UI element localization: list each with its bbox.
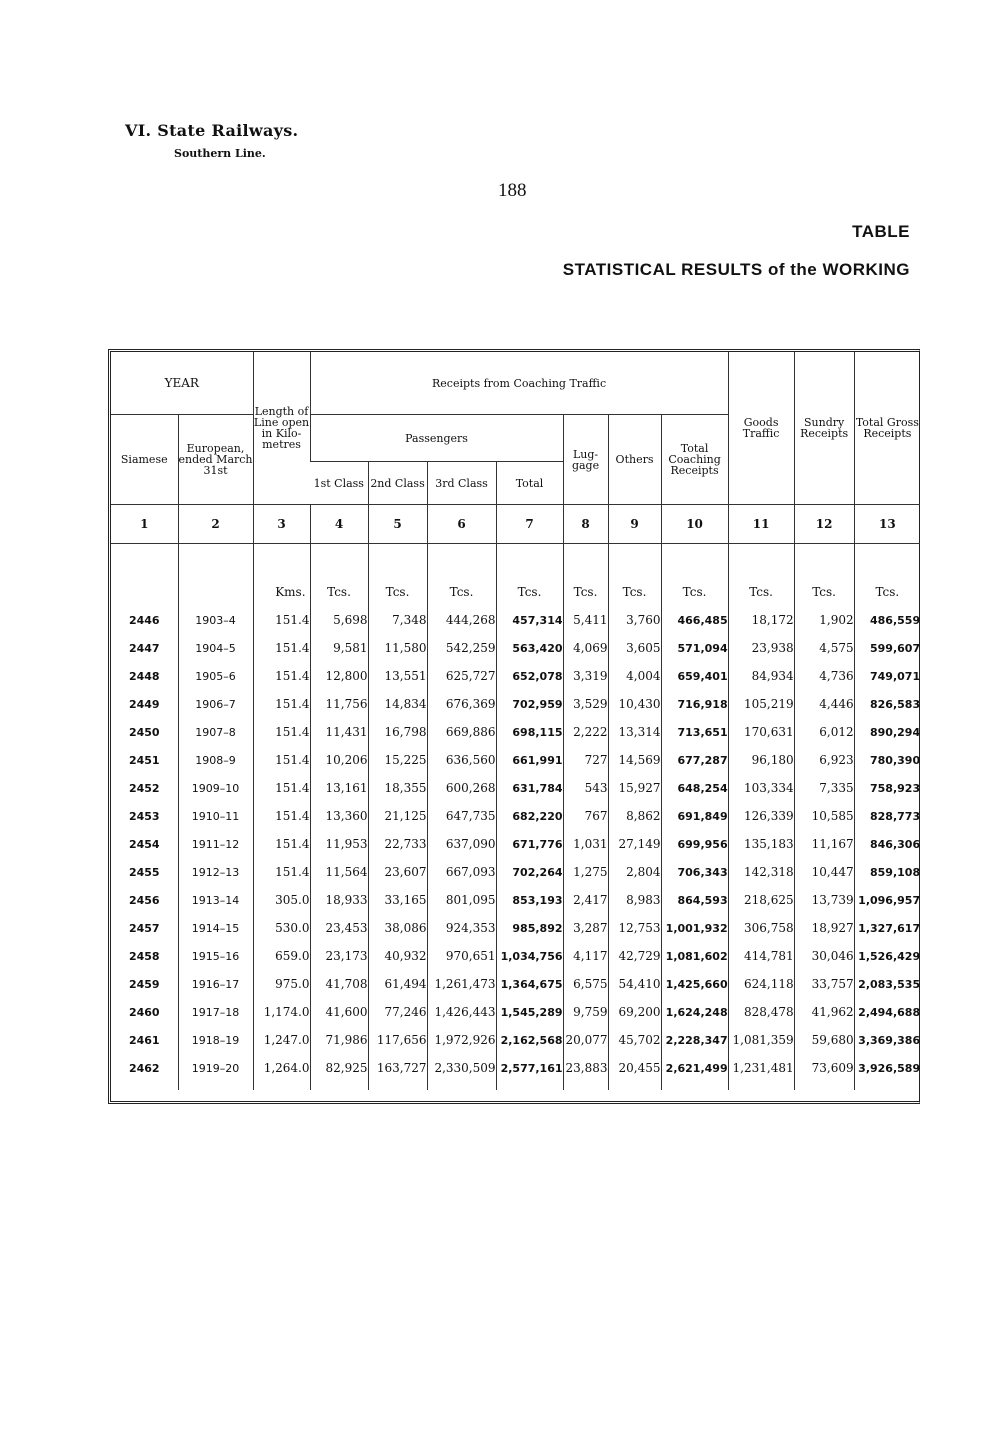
cell-passenger-total: 457,314 — [496, 606, 563, 634]
cell-total-gross: 3,926,589 — [854, 1054, 920, 1082]
cell-total-coaching: 1,081,602 — [661, 942, 728, 970]
cell-sundry-receipts: 18,927 — [794, 914, 854, 942]
cell-european-year: 1913–14 — [178, 886, 253, 914]
column-number: 9 — [608, 505, 661, 544]
header-first-class: 1st Class — [310, 462, 368, 505]
cell-first-class: 41,600 — [310, 998, 368, 1026]
column-number: 13 — [854, 505, 920, 544]
column-number: 1 — [111, 505, 178, 544]
cell-others: 8,983 — [608, 886, 661, 914]
column-number: 5 — [368, 505, 427, 544]
cell-total-gross: 828,773 — [854, 802, 920, 830]
cell-siamese-year: 2459 — [128, 977, 160, 991]
column-number-row — [111, 505, 920, 544]
header-length: Length of Line open in Kilo- metres — [253, 352, 310, 505]
cell-goods-traffic: 414,781 — [728, 942, 794, 970]
cell-total-coaching: 706,343 — [661, 858, 728, 886]
cell-others: 42,729 — [608, 942, 661, 970]
cell-others: 13,314 — [608, 718, 661, 746]
column-number: 4 — [310, 505, 368, 544]
cell-length-km: 151.4 — [253, 718, 310, 746]
table-row — [111, 634, 920, 662]
cell-passenger-total: 671,776 — [496, 830, 563, 858]
cell-length-km: 151.4 — [253, 634, 310, 662]
cell-goods-traffic: 135,183 — [728, 830, 794, 858]
cell-sundry-receipts: 6,923 — [794, 746, 854, 774]
cell-sundry-receipts: 30,046 — [794, 942, 854, 970]
cell-siamese-year: 2450 — [128, 725, 160, 739]
cell-luggage: 1,031 — [563, 830, 608, 858]
cell-others: 10,430 — [608, 690, 661, 718]
column-number: 12 — [794, 505, 854, 544]
cell-third-class: 647,735 — [427, 802, 496, 830]
cell-sundry-receipts: 4,446 — [794, 690, 854, 718]
statistics-table — [111, 352, 920, 1090]
cell-european-year: 1915–16 — [178, 942, 253, 970]
cell-luggage: 5,411 — [563, 606, 608, 634]
header-goods: Goods Traffic — [728, 352, 794, 505]
cell-siamese-year: 2461 — [128, 1033, 160, 1047]
cell-sundry-receipts: 33,757 — [794, 970, 854, 998]
cell-first-class: 23,173 — [310, 942, 368, 970]
cell-passenger-total: 702,959 — [496, 690, 563, 718]
unit-ticals: Tcs. — [661, 578, 728, 606]
cell-total-gross: 846,306 — [854, 830, 920, 858]
cell-sundry-receipts: 4,736 — [794, 662, 854, 690]
cell-siamese-year: 2446 — [128, 613, 160, 627]
cell-second-class: 14,834 — [368, 690, 427, 718]
cell-goods-traffic: 624,118 — [728, 970, 794, 998]
table-row — [111, 662, 920, 690]
cell-length-km: 305.0 — [253, 886, 310, 914]
cell-european-year: 1906–7 — [178, 690, 253, 718]
cell-others: 2,804 — [608, 858, 661, 886]
cell-third-class: 444,268 — [427, 606, 496, 634]
cell-siamese-year: 2462 — [128, 1061, 160, 1075]
cell-passenger-total: 661,991 — [496, 746, 563, 774]
cell-length-km: 1,247.0 — [253, 1026, 310, 1054]
cell-first-class: 12,800 — [310, 662, 368, 690]
cell-european-year: 1917–18 — [178, 998, 253, 1026]
cell-second-class: 40,932 — [368, 942, 427, 970]
cell-second-class: 163,727 — [368, 1054, 427, 1082]
cell-second-class: 15,225 — [368, 746, 427, 774]
table-heading: STATISTICAL RESULTS of the WORKING — [562, 260, 910, 279]
cell-length-km: 151.4 — [253, 858, 310, 886]
cell-goods-traffic: 18,172 — [728, 606, 794, 634]
cell-total-coaching: 677,287 — [661, 746, 728, 774]
column-number: 8 — [563, 505, 608, 544]
cell-total-coaching: 2,228,347 — [661, 1026, 728, 1054]
cell-sundry-receipts: 73,609 — [794, 1054, 854, 1082]
table-row — [111, 1054, 920, 1082]
table-row — [111, 690, 920, 718]
cell-luggage: 3,529 — [563, 690, 608, 718]
cell-total-gross: 758,923 — [854, 774, 920, 802]
header-sundry: Sundry Receipts — [794, 352, 854, 505]
cell-siamese-year: 2460 — [128, 1005, 160, 1019]
header-european: European, ended March 31st — [178, 415, 253, 505]
header-year: YEAR — [111, 352, 253, 415]
cell-second-class: 21,125 — [368, 802, 427, 830]
column-number: 11 — [728, 505, 794, 544]
cell-luggage: 767 — [563, 802, 608, 830]
cell-european-year: 1908–9 — [178, 746, 253, 774]
unit-ticals: Tcs. — [563, 578, 608, 606]
cell-length-km: 659.0 — [253, 942, 310, 970]
cell-sundry-receipts: 7,335 — [794, 774, 854, 802]
cell-first-class: 9,581 — [310, 634, 368, 662]
cell-third-class: 667,093 — [427, 858, 496, 886]
cell-goods-traffic: 170,631 — [728, 718, 794, 746]
cell-third-class: 924,353 — [427, 914, 496, 942]
cell-others: 15,927 — [608, 774, 661, 802]
table-row — [111, 830, 920, 858]
cell-total-gross: 749,071 — [854, 662, 920, 690]
table-label: TABLE — [852, 222, 910, 241]
table-row — [111, 718, 920, 746]
unit-kms: Kms. — [253, 578, 310, 606]
cell-total-gross: 1,526,429 — [854, 942, 920, 970]
cell-total-coaching: 571,094 — [661, 634, 728, 662]
cell-goods-traffic: 126,339 — [728, 802, 794, 830]
cell-first-class: 13,161 — [310, 774, 368, 802]
cell-second-class: 18,355 — [368, 774, 427, 802]
unit-ticals: Tcs. — [427, 578, 496, 606]
table-row — [111, 774, 920, 802]
cell-total-coaching: 864,593 — [661, 886, 728, 914]
unit-ticals: Tcs. — [794, 578, 854, 606]
cell-total-coaching: 2,621,499 — [661, 1054, 728, 1082]
unit-ticals: Tcs. — [728, 578, 794, 606]
cell-goods-traffic: 23,938 — [728, 634, 794, 662]
cell-siamese-year: 2456 — [128, 893, 160, 907]
cell-total-coaching: 659,401 — [661, 662, 728, 690]
cell-siamese-year: 2452 — [128, 781, 160, 795]
cell-third-class: 600,268 — [427, 774, 496, 802]
cell-others: 3,760 — [608, 606, 661, 634]
table-row — [111, 886, 920, 914]
cell-length-km: 151.4 — [253, 662, 310, 690]
cell-passenger-total: 2,162,568 — [496, 1026, 563, 1054]
cell-first-class: 13,360 — [310, 802, 368, 830]
table-row — [111, 606, 920, 634]
cell-first-class: 41,708 — [310, 970, 368, 998]
cell-total-gross: 2,083,535 — [854, 970, 920, 998]
cell-first-class: 11,431 — [310, 718, 368, 746]
section-subtitle: Southern Line. — [174, 147, 266, 160]
cell-european-year: 1916–17 — [178, 970, 253, 998]
cell-third-class: 676,369 — [427, 690, 496, 718]
table-row — [111, 970, 920, 998]
cell-first-class: 5,698 — [310, 606, 368, 634]
cell-luggage: 3,287 — [563, 914, 608, 942]
cell-siamese-year: 2455 — [128, 865, 160, 879]
cell-total-coaching: 1,624,248 — [661, 998, 728, 1026]
cell-others: 14,569 — [608, 746, 661, 774]
header-luggage: Lug- gage — [563, 415, 608, 505]
unit-ticals: Tcs. — [608, 578, 661, 606]
header-total-coaching: Total Coaching Receipts — [661, 415, 728, 505]
cell-passenger-total: 853,193 — [496, 886, 563, 914]
header-others: Others — [608, 415, 661, 505]
cell-second-class: 16,798 — [368, 718, 427, 746]
cell-european-year: 1910–11 — [178, 802, 253, 830]
cell-sundry-receipts: 41,962 — [794, 998, 854, 1026]
cell-second-class: 13,551 — [368, 662, 427, 690]
cell-length-km: 151.4 — [253, 830, 310, 858]
page-number: 188 — [498, 180, 527, 201]
column-number: 3 — [253, 505, 310, 544]
cell-siamese-year: 2448 — [128, 669, 160, 683]
cell-siamese-year: 2451 — [128, 753, 160, 767]
header-passengers: Passengers — [310, 415, 563, 462]
header-gross: Total Gross Receipts — [854, 352, 920, 505]
cell-second-class: 23,607 — [368, 858, 427, 886]
header-coaching-receipts: Receipts from Coaching Traffic — [310, 352, 728, 415]
cell-others: 69,200 — [608, 998, 661, 1026]
cell-sundry-receipts: 10,447 — [794, 858, 854, 886]
cell-third-class: 542,259 — [427, 634, 496, 662]
cell-goods-traffic: 105,219 — [728, 690, 794, 718]
cell-first-class: 11,756 — [310, 690, 368, 718]
cell-third-class: 2,330,509 — [427, 1054, 496, 1082]
cell-others: 45,702 — [608, 1026, 661, 1054]
cell-total-coaching: 1,425,660 — [661, 970, 728, 998]
cell-third-class: 1,426,443 — [427, 998, 496, 1026]
cell-total-gross: 780,390 — [854, 746, 920, 774]
cell-total-gross: 826,583 — [854, 690, 920, 718]
cell-luggage: 543 — [563, 774, 608, 802]
table-row — [111, 942, 920, 970]
cell-first-class: 11,953 — [310, 830, 368, 858]
cell-luggage: 2,417 — [563, 886, 608, 914]
cell-total-coaching: 466,485 — [661, 606, 728, 634]
header-passenger-total: Total — [496, 462, 563, 505]
column-number: 10 — [661, 505, 728, 544]
unit-ticals: Tcs. — [854, 578, 920, 606]
cell-goods-traffic: 306,758 — [728, 914, 794, 942]
cell-others: 27,149 — [608, 830, 661, 858]
cell-goods-traffic: 103,334 — [728, 774, 794, 802]
cell-total-gross: 599,607 — [854, 634, 920, 662]
cell-second-class: 117,656 — [368, 1026, 427, 1054]
unit-ticals: Tcs. — [496, 578, 563, 606]
cell-european-year: 1914–15 — [178, 914, 253, 942]
cell-others: 20,455 — [608, 1054, 661, 1082]
cell-passenger-total: 682,220 — [496, 802, 563, 830]
cell-passenger-total: 985,892 — [496, 914, 563, 942]
spacer-row — [111, 544, 920, 579]
cell-goods-traffic: 84,934 — [728, 662, 794, 690]
cell-sundry-receipts: 59,680 — [794, 1026, 854, 1054]
cell-sundry-receipts: 6,012 — [794, 718, 854, 746]
table-row — [111, 914, 920, 942]
cell-total-coaching: 713,651 — [661, 718, 728, 746]
cell-goods-traffic: 1,081,359 — [728, 1026, 794, 1054]
cell-siamese-year: 2453 — [128, 809, 160, 823]
cell-length-km: 151.4 — [253, 606, 310, 634]
cell-first-class: 71,986 — [310, 1026, 368, 1054]
column-number: 6 — [427, 505, 496, 544]
cell-siamese-year: 2449 — [128, 697, 160, 711]
unit-ticals: Tcs. — [368, 578, 427, 606]
cell-sundry-receipts: 1,902 — [794, 606, 854, 634]
cell-passenger-total: 1,364,675 — [496, 970, 563, 998]
cell-european-year: 1911–12 — [178, 830, 253, 858]
cell-first-class: 10,206 — [310, 746, 368, 774]
cell-third-class: 801,095 — [427, 886, 496, 914]
cell-european-year: 1904–5 — [178, 634, 253, 662]
header-second-class: 2nd Class — [368, 462, 427, 505]
cell-third-class: 1,972,926 — [427, 1026, 496, 1054]
table-row — [111, 858, 920, 886]
cell-others: 4,004 — [608, 662, 661, 690]
cell-goods-traffic: 828,478 — [728, 998, 794, 1026]
cell-first-class: 82,925 — [310, 1054, 368, 1082]
cell-european-year: 1909–10 — [178, 774, 253, 802]
column-number: 7 — [496, 505, 563, 544]
cell-european-year: 1903–4 — [178, 606, 253, 634]
cell-total-gross: 1,096,957 — [854, 886, 920, 914]
cell-total-coaching: 699,956 — [661, 830, 728, 858]
cell-luggage: 4,069 — [563, 634, 608, 662]
cell-sundry-receipts: 4,575 — [794, 634, 854, 662]
cell-total-gross: 486,559 — [854, 606, 920, 634]
cell-passenger-total: 698,115 — [496, 718, 563, 746]
cell-third-class: 636,560 — [427, 746, 496, 774]
cell-luggage: 2,222 — [563, 718, 608, 746]
cell-sundry-receipts: 10,585 — [794, 802, 854, 830]
cell-second-class: 7,348 — [368, 606, 427, 634]
cell-total-coaching: 691,849 — [661, 802, 728, 830]
cell-passenger-total: 1,034,756 — [496, 942, 563, 970]
cell-second-class: 33,165 — [368, 886, 427, 914]
cell-second-class: 77,246 — [368, 998, 427, 1026]
cell-length-km: 975.0 — [253, 970, 310, 998]
cell-third-class: 637,090 — [427, 830, 496, 858]
cell-passenger-total: 631,784 — [496, 774, 563, 802]
table-row — [111, 802, 920, 830]
cell-passenger-total: 702,264 — [496, 858, 563, 886]
cell-third-class: 1,261,473 — [427, 970, 496, 998]
table-row — [111, 998, 920, 1026]
cell-luggage: 1,275 — [563, 858, 608, 886]
cell-others: 8,862 — [608, 802, 661, 830]
cell-european-year: 1918–19 — [178, 1026, 253, 1054]
cell-goods-traffic: 96,180 — [728, 746, 794, 774]
table-row — [111, 1026, 920, 1054]
table-end-row — [111, 1082, 920, 1090]
cell-others: 54,410 — [608, 970, 661, 998]
cell-passenger-total: 652,078 — [496, 662, 563, 690]
cell-total-gross: 3,369,386 — [854, 1026, 920, 1054]
cell-sundry-receipts: 11,167 — [794, 830, 854, 858]
cell-goods-traffic: 1,231,481 — [728, 1054, 794, 1082]
cell-others: 12,753 — [608, 914, 661, 942]
cell-european-year: 1907–8 — [178, 718, 253, 746]
table-row — [111, 746, 920, 774]
units-row — [111, 578, 920, 606]
cell-luggage: 20,077 — [563, 1026, 608, 1054]
cell-second-class: 22,733 — [368, 830, 427, 858]
cell-total-gross: 890,294 — [854, 718, 920, 746]
cell-total-coaching: 716,918 — [661, 690, 728, 718]
cell-luggage: 4,117 — [563, 942, 608, 970]
cell-siamese-year: 2458 — [128, 949, 160, 963]
cell-siamese-year: 2447 — [128, 641, 160, 655]
cell-total-coaching: 648,254 — [661, 774, 728, 802]
cell-total-gross: 1,327,617 — [854, 914, 920, 942]
cell-second-class: 38,086 — [368, 914, 427, 942]
cell-total-gross: 859,108 — [854, 858, 920, 886]
cell-length-km: 1,174.0 — [253, 998, 310, 1026]
cell-third-class: 669,886 — [427, 718, 496, 746]
cell-european-year: 1919–20 — [178, 1054, 253, 1082]
cell-passenger-total: 2,577,161 — [496, 1054, 563, 1082]
section-title: VI. State Railways. — [125, 121, 299, 140]
cell-third-class: 970,651 — [427, 942, 496, 970]
cell-second-class: 11,580 — [368, 634, 427, 662]
cell-first-class: 11,564 — [310, 858, 368, 886]
header-third-class: 3rd Class — [427, 462, 496, 505]
cell-european-year: 1905–6 — [178, 662, 253, 690]
cell-length-km: 1,264.0 — [253, 1054, 310, 1082]
cell-siamese-year: 2457 — [128, 921, 160, 935]
cell-luggage: 9,759 — [563, 998, 608, 1026]
cell-total-coaching: 1,001,932 — [661, 914, 728, 942]
cell-goods-traffic: 142,318 — [728, 858, 794, 886]
cell-european-year: 1912–13 — [178, 858, 253, 886]
cell-length-km: 151.4 — [253, 690, 310, 718]
cell-length-km: 151.4 — [253, 802, 310, 830]
cell-length-km: 151.4 — [253, 774, 310, 802]
cell-luggage: 727 — [563, 746, 608, 774]
cell-second-class: 61,494 — [368, 970, 427, 998]
cell-passenger-total: 563,420 — [496, 634, 563, 662]
cell-first-class: 18,933 — [310, 886, 368, 914]
cell-luggage: 3,319 — [563, 662, 608, 690]
cell-goods-traffic: 218,625 — [728, 886, 794, 914]
unit-ticals: Tcs. — [310, 578, 368, 606]
cell-passenger-total: 1,545,289 — [496, 998, 563, 1026]
statistics-table-frame — [108, 349, 920, 1104]
cell-siamese-year: 2454 — [128, 837, 160, 851]
column-number: 2 — [178, 505, 253, 544]
cell-sundry-receipts: 13,739 — [794, 886, 854, 914]
cell-luggage: 6,575 — [563, 970, 608, 998]
cell-first-class: 23,453 — [310, 914, 368, 942]
cell-total-gross: 2,494,688 — [854, 998, 920, 1026]
cell-luggage: 23,883 — [563, 1054, 608, 1082]
cell-third-class: 625,727 — [427, 662, 496, 690]
header-siamese: Siamese — [120, 453, 168, 466]
cell-length-km: 530.0 — [253, 914, 310, 942]
cell-others: 3,605 — [608, 634, 661, 662]
cell-length-km: 151.4 — [253, 746, 310, 774]
